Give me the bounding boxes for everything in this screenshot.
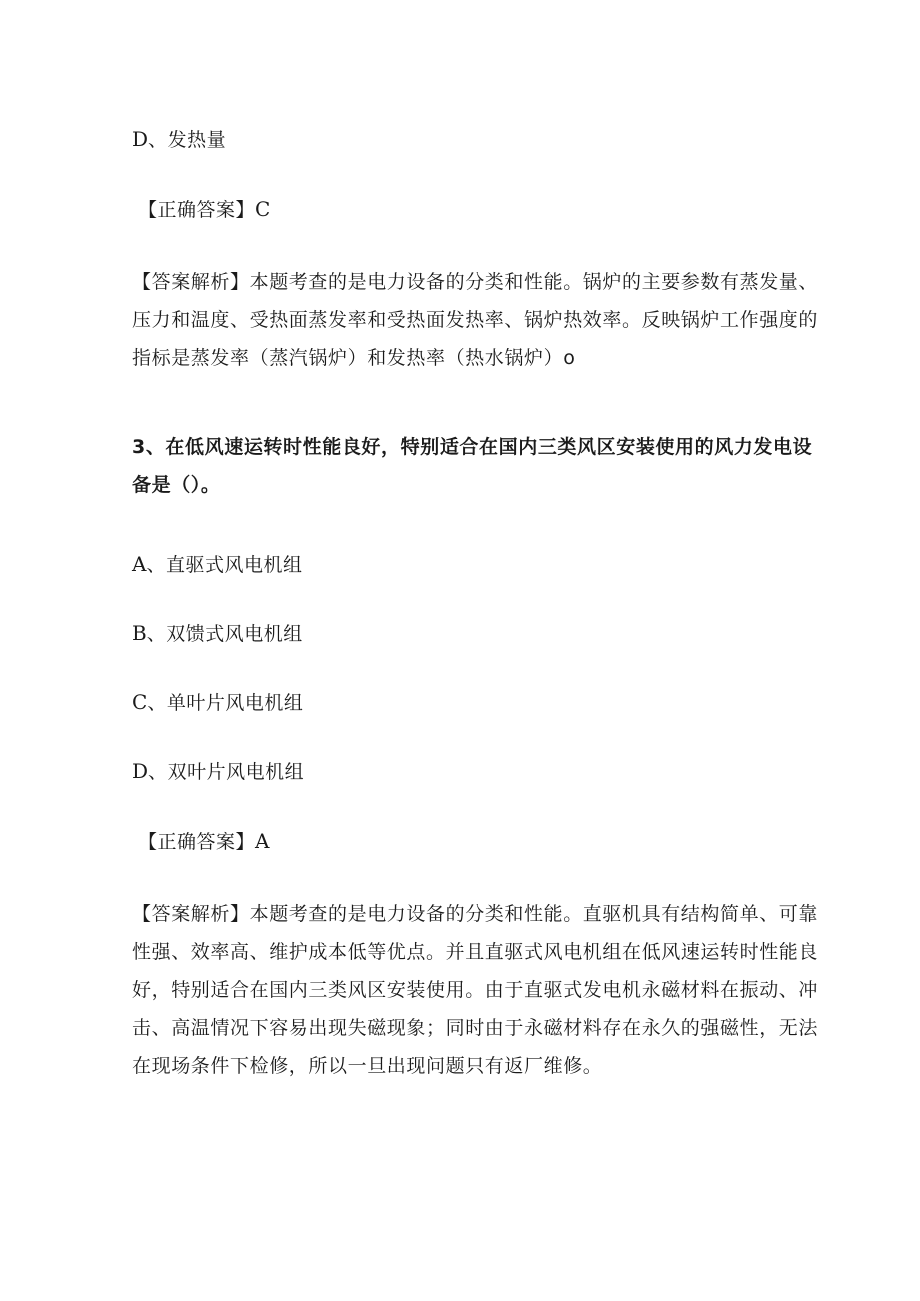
answer-value: C [255, 197, 271, 221]
option-separator: 、 [148, 129, 168, 151]
analysis-line: 指标是蒸发率（蒸汽锅炉）和发热率（热水锅炉）o [132, 347, 576, 369]
option-separator: 、 [146, 554, 166, 576]
option-text: 直驱式风电机组 [165, 554, 303, 576]
option-a [132, 552, 302, 577]
analysis-line: 性强、效率高、维护成本低等优点。并且直驱式风电机组在低风速运转时性能良 [132, 941, 819, 963]
analysis-line: 在现场条件下检修，所以一旦出现问题只有返厂维修。 [132, 1055, 603, 1077]
option-letter: C [132, 690, 148, 714]
option-letter: B [132, 621, 147, 645]
analysis-line: 压力和温度、受热面蒸发率和受热面发热率、锅炉热效率。反映锅炉工作强度的 [132, 309, 819, 331]
answer-label: 【正确答案】 [138, 199, 256, 221]
question-3-stem [132, 428, 813, 504]
option-text: 发热量 [167, 129, 227, 151]
option-letter: A [132, 552, 147, 576]
option-letter: D [132, 127, 149, 151]
option-text: 双叶片风电机组 [167, 761, 305, 783]
option-separator: 、 [146, 623, 167, 645]
analysis-line: 【答案解析】本题考查的是电力设备的分类和性能。直驱机具有结构简单、可靠 [132, 903, 819, 925]
question-stem-line: 3、在低风速运转时性能良好，特别适合在国内三类风区安装使用的风力发电设 [132, 436, 813, 458]
option-c [132, 690, 303, 715]
option-b [132, 621, 303, 646]
analysis-line: 好，特别适合在国内三类风区安装使用。由于直驱式发电机永磁材料在振动、冲 [132, 979, 819, 1001]
answer-label: 【正确答案】 [138, 831, 256, 853]
prev-answer-analysis [132, 263, 819, 377]
option-letter: D [132, 759, 149, 783]
option-separator: 、 [147, 692, 167, 714]
option-separator: 、 [148, 761, 168, 783]
option-d [132, 759, 304, 784]
correct-answer [138, 829, 269, 854]
analysis-line: 【答案解析】本题考查的是电力设备的分类和性能。锅炉的主要参数有蒸发量、 [132, 271, 819, 293]
answer-analysis [132, 895, 819, 1085]
prev-correct-answer [138, 197, 270, 222]
prev-option-d [132, 127, 226, 152]
option-text: 双馈式风电机组 [166, 623, 303, 645]
question-stem-line: 备是（）。 [132, 474, 221, 496]
answer-value: A [255, 829, 270, 853]
option-text: 单叶片风电机组 [166, 692, 304, 714]
analysis-line: 击、高温情况下容易出现失磁现象；同时由于永磁材料存在永久的强磁性，无法 [132, 1017, 819, 1039]
